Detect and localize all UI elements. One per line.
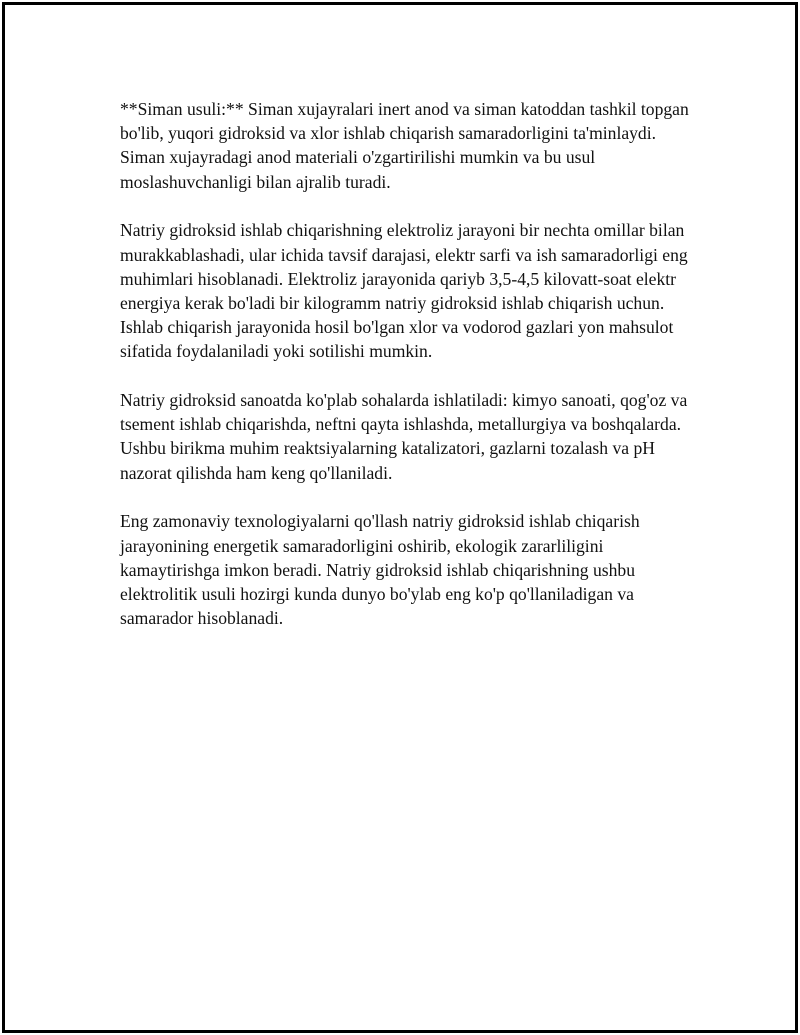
document-page <box>2 2 798 1033</box>
paragraph-electrolysis-process: Natriy gidroksid ishlab chiqarishning elektroliz jarayoni bir nechta omillar bilan murakkablashadi, ular ichida tavsif darajasi, elektr sarfi va ish samaradorligi eng muhimlari hisoblanadi. Elektroliz jarayonida qariyb 3,5-4,5 kilovatt-soat elektr energiya kerak bo'ladi bir kilogramm natriy gidroksid ishlab chiqarish uchun. Ishlab chiqarish jarayonida hosil bo'lgan xlor va vodorod gazlari yon mahsulot sifatida foydalaniladi yoki sotilishi mumkin. <box>120 220 688 362</box>
paragraph-industrial-uses: Natriy gidroksid sanoatda ko'plab sohalarda ishlatiladi: kimyo sanoati, qog'oz va tsement ishlab chiqarishda, neftni qayta ishlashda, metallurgiya va boshqalarda. Ushbu birikma muhim reaktsiyalarning katalizatori, gazlarni tozalash va pH nazorat qilishda ham keng qo'llaniladi. <box>120 390 688 483</box>
paragraph-siman-method: **Siman usuli:** Siman xujayralari inert anod va siman katoddan tashkil topgan bo'lib, yuqori gidroksid va xlor ishlab chiqarish samaradorligini ta'minlaydi. Siman xujayradagi anod materiali o'zgartirilishi mumkin va bu usul moslashuvchanligi bilan ajralib turadi. <box>120 99 689 192</box>
paragraph-modern-technologies: Eng zamonaviy texnologiyalarni qo'llash natriy gidroksid ishlab chiqarish jarayonining energetik samaradorligini oshirib, ekologik zararliligini kamaytirishga imkon beradi. Natriy gidroksid ishlab chiqarishning ushbu elektrolitik usuli hozirgi kunda dunyo bo'ylab eng ko'p qo'llaniladigan va samarador hisoblanadi. <box>120 511 640 629</box>
document-body <box>120 97 690 655</box>
